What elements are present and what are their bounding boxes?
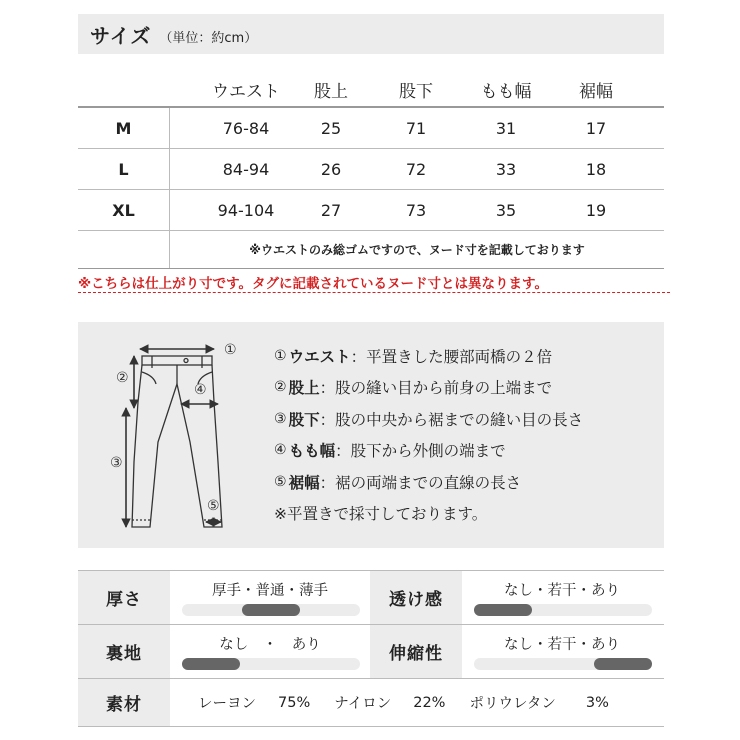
item-desc: ：裾の両端までの直線の長さ xyxy=(319,473,522,492)
size-label: XL xyxy=(78,190,170,230)
material-pct: 3% xyxy=(585,694,609,711)
list-item xyxy=(274,403,583,435)
sheer-label: 透け感 xyxy=(370,571,462,624)
table-row xyxy=(78,149,664,190)
marker-1: ① xyxy=(224,342,237,358)
item-number: ⑤ xyxy=(274,473,287,490)
warning-underline xyxy=(78,292,670,293)
item-desc: ：股の縫い目から前身の上端まで xyxy=(319,379,553,398)
lining-scale xyxy=(182,658,360,670)
marker-2: ② xyxy=(116,370,129,386)
stretch-scale xyxy=(474,658,652,670)
size-table-header-row xyxy=(78,72,664,108)
item-name: 股上 xyxy=(288,379,320,398)
marker-4: ④ xyxy=(194,382,207,398)
material-name: ナイロン xyxy=(334,696,392,712)
table-cell: 33 xyxy=(495,159,517,179)
material-label: 素材 xyxy=(78,679,170,726)
table-cell: 94-104 xyxy=(217,200,275,220)
item-desc: ：股の中央から裾までの縫い目の長さ xyxy=(319,410,584,429)
table-cell: 76-84 xyxy=(222,118,270,138)
lining-cell xyxy=(170,625,370,678)
table-cell: 84-94 xyxy=(222,159,270,179)
size-unit: （単位：約cm） xyxy=(159,30,258,46)
thickness-options: 厚手・普通・薄手 xyxy=(212,583,328,599)
size-note-blank xyxy=(78,231,170,268)
thickness-cell xyxy=(170,571,370,624)
material-composition xyxy=(170,679,664,726)
size-table xyxy=(78,72,664,269)
size-title: サイズ xyxy=(90,23,152,48)
item-name: 股下 xyxy=(288,410,320,429)
size-note-row xyxy=(78,231,664,269)
table-cell: 35 xyxy=(495,200,517,220)
size-note: ※ウエストのみ総ゴムですので、ヌード寸を記載しております xyxy=(249,243,585,257)
material-pct: 75% xyxy=(278,694,311,711)
material-pct: 22% xyxy=(413,694,446,711)
list-item xyxy=(274,372,583,404)
item-name: もも幅 xyxy=(288,442,336,461)
list-item xyxy=(274,340,583,372)
table-cell: 18 xyxy=(585,159,607,179)
item-number: ② xyxy=(274,379,287,396)
size-label: L xyxy=(78,149,170,189)
stretch-options: なし・若干・あり xyxy=(504,637,620,653)
sheer-scale xyxy=(474,604,652,616)
col-header-rise: 股上 xyxy=(314,81,348,102)
lining-label: 裏地 xyxy=(78,625,170,678)
size-header-blank xyxy=(78,72,170,106)
table-row xyxy=(78,679,664,727)
sheer-options: なし・若干・あり xyxy=(504,583,620,599)
col-header-waist: ウエスト xyxy=(212,81,280,102)
material-name: ポリウレタン xyxy=(469,696,556,712)
item-name: 裾幅 xyxy=(288,473,320,492)
material-name: レーヨン xyxy=(198,696,256,712)
fabric-properties-table xyxy=(78,570,664,727)
col-header-hem: 裾幅 xyxy=(579,81,613,102)
table-cell: 72 xyxy=(405,159,427,179)
measurement-list xyxy=(274,340,583,529)
marker-3: ③ xyxy=(110,455,123,471)
stretch-label: 伸縮性 xyxy=(370,625,462,678)
table-cell: 73 xyxy=(405,200,427,220)
item-number: ③ xyxy=(274,410,287,427)
pants-diagram xyxy=(78,322,268,548)
list-item xyxy=(274,466,583,498)
item-number: ④ xyxy=(274,442,287,459)
item-desc: ：股下から外側の端まで xyxy=(335,442,506,461)
table-cell: 26 xyxy=(320,159,342,179)
thickness-indicator xyxy=(242,604,300,616)
table-row xyxy=(78,190,664,231)
measurement-footnote: ※平置きで採寸しております。 xyxy=(274,505,488,524)
stretch-cell xyxy=(462,625,662,678)
table-cell: 17 xyxy=(585,118,607,138)
lining-options: なし ・ あり xyxy=(219,637,321,653)
table-row xyxy=(78,625,664,679)
table-row xyxy=(78,108,664,149)
table-cell: 19 xyxy=(585,200,607,220)
thickness-scale xyxy=(182,604,360,616)
table-row xyxy=(78,571,664,625)
table-cell: 71 xyxy=(405,118,427,138)
table-cell: 27 xyxy=(320,200,342,220)
thickness-label: 厚さ xyxy=(78,571,170,624)
size-section-header xyxy=(78,14,664,54)
marker-5: ⑤ xyxy=(207,498,220,514)
list-item xyxy=(274,435,583,467)
finished-size-warning: ※こちらは仕上がり寸です。タグに記載されているヌード寸とは異なります。 xyxy=(78,276,548,292)
table-cell: 31 xyxy=(495,118,517,138)
lining-indicator xyxy=(182,658,240,670)
size-label: M xyxy=(78,108,170,148)
sheer-cell xyxy=(462,571,662,624)
item-name: ウエスト xyxy=(288,347,351,366)
measurement-guide xyxy=(78,322,664,548)
table-cell: 25 xyxy=(320,118,342,138)
col-header-inseam: 股下 xyxy=(399,81,433,102)
col-header-thigh: もも幅 xyxy=(480,81,532,102)
stretch-indicator xyxy=(594,658,652,670)
item-desc: ：平置きした腰部両橋の２倍 xyxy=(350,347,553,366)
sheer-indicator xyxy=(474,604,532,616)
item-number: ① xyxy=(274,347,287,364)
